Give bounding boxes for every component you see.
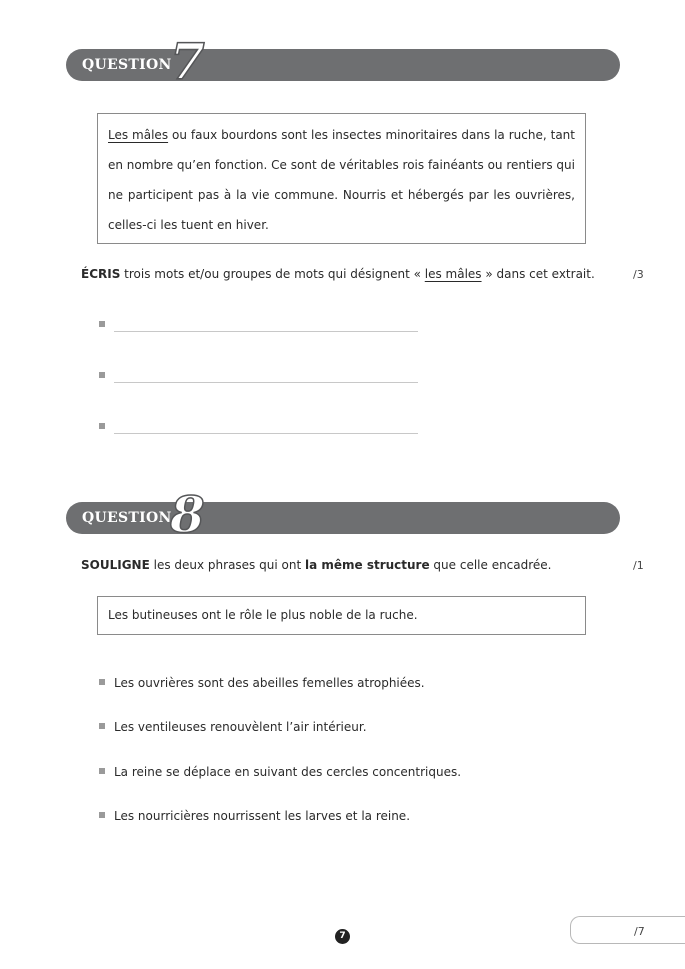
passage-underlined-lead: Les mâles [108, 128, 169, 142]
question-7-header [66, 32, 620, 91]
answer-line-1[interactable] [114, 331, 418, 332]
answer-bullet [99, 372, 105, 378]
question-7-instruction [81, 266, 595, 282]
answer-line-3[interactable] [114, 433, 418, 434]
option-item[interactable] [99, 719, 367, 735]
question-label: QUESTION [82, 510, 172, 526]
bullet-icon [99, 679, 105, 685]
total-score: /7 [634, 925, 645, 938]
answer-bullet [99, 321, 105, 327]
option-text: Les ventileuses renouvèlent l’air intérieur. [114, 720, 367, 734]
instruction-text: les deux phrases qui ont [149, 558, 305, 572]
bullet-icon [99, 723, 105, 729]
instruction-verb: ÉCRIS [81, 267, 121, 281]
option-text: Les ouvrières sont des abeilles femelles atrophiées. [114, 676, 425, 690]
option-text: La reine se déplace en suivant des cercles concentriques. [114, 765, 462, 779]
question-number: 7 [170, 32, 205, 91]
bullet-icon [99, 812, 105, 818]
framed-sentence-box [97, 596, 586, 635]
passage-body: ou faux bourdons sont les insectes minoritaires dans la ruche, tant en nombre qu’en fonction. Ce sont de véritables rois fainéants ou rentiers qui ne participent pas à la vie commune. Nourris et hébergés par les ouvrières, celles-ci les tuent en hiver. [108, 128, 575, 232]
answer-bullet [99, 423, 105, 429]
instruction-verb: SOULIGNE [81, 558, 150, 572]
passage-text [108, 120, 575, 240]
instruction-text: trois mots et/ou groupes de mots qui désignent « [120, 267, 425, 281]
bullet-icon [99, 768, 105, 774]
question-8-header [66, 485, 620, 544]
answer-line-2[interactable] [114, 382, 418, 383]
question-7-score: /3 [633, 268, 644, 281]
option-item[interactable] [99, 764, 461, 780]
instruction-text-end: » dans cet extrait. [481, 267, 595, 281]
instruction-text-end: que celle encadrée. [429, 558, 552, 572]
total-score-box [570, 916, 685, 944]
option-item[interactable] [99, 808, 410, 824]
passage-box [97, 113, 586, 244]
question-label: QUESTION [82, 57, 172, 73]
instruction-underlined: les mâles [424, 267, 482, 281]
page-number: 7 [335, 929, 350, 944]
instruction-bold: la même structure [304, 558, 430, 572]
option-item[interactable] [99, 675, 425, 691]
option-text: Les nourricières nourrissent les larves et la reine. [114, 809, 411, 823]
framed-sentence: Les butineuses ont le rôle le plus noble de la ruche. [108, 608, 418, 622]
question-number: 8 [170, 485, 205, 544]
question-8-score: /1 [633, 559, 644, 572]
question-8-instruction [81, 557, 552, 573]
